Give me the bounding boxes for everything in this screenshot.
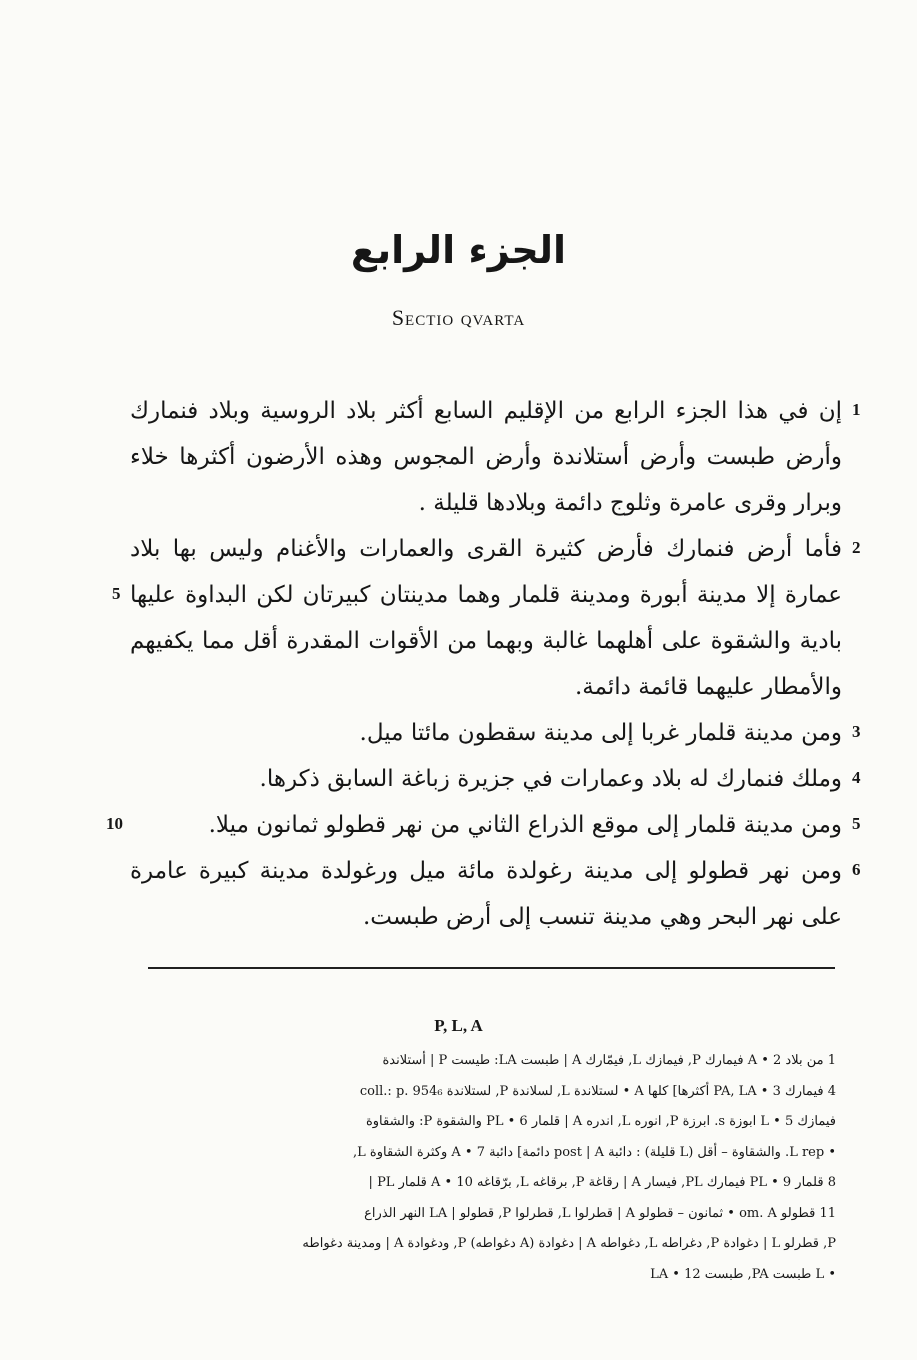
footnote-sigla: P, L, A xyxy=(434,1016,483,1035)
paragraph-number: 2 xyxy=(852,538,861,557)
apparatus-line: فيمازك L • 5 ابوزة s. ابرزة P, انوره L, اندره A | قلمار PL • 6 والشقوة P: والشقاوة xyxy=(365,1114,836,1129)
apparatus-line: 4 فيمارك PA, LA • 3 أكثرها] كلها A • لستلاندة L, لسلاندة P, لستلاندة coll.: p. 954₆ xyxy=(359,1083,836,1099)
line-number: 10 xyxy=(106,814,123,833)
paragraph-number: 3 xyxy=(852,722,861,741)
apparatus-line: • L طبست PA, طبست 12 • LA xyxy=(650,1266,836,1282)
paragraph-number: 6 xyxy=(852,860,861,879)
apparatus-line: 1 من بلاد A • 2 فيمارك P, فيمازك L, فيمّارك A | طبست LA: طيست P | أستلاندة xyxy=(382,1053,836,1068)
paragraph: ومن مدينة قلمار إلى موقع الذراع الثاني من نهر قطولو ثمانون ميلا. xyxy=(208,812,842,838)
apparatus-line: 11 قطولو om. A • ثمانون – قطولو A | قطرلوا L, قطرلوا P, قطولو | LA النهر الذراع xyxy=(364,1205,836,1221)
paragraph: وملك فنمارك له بلاد وعمارات في جزيرة زباغة السابق ذكرها. xyxy=(259,766,842,792)
line-number: 5 xyxy=(112,584,121,603)
critical-apparatus xyxy=(146,1046,836,1290)
paragraph-number: 1 xyxy=(852,400,861,419)
paragraph: ومن مدينة قلمار غربا إلى مدينة سقطون مائتا ميل. xyxy=(359,720,842,746)
section-title-latin: Sectio qvarta xyxy=(391,305,526,330)
main-text xyxy=(130,388,842,940)
apparatus-line: • L rep. والشقاوة – أقل (L قليلة) : دائبة post | A دائمة] دائبة 7 • A وكثرة الشقاوة L, xyxy=(353,1144,836,1160)
paragraph-number: 5 xyxy=(852,814,861,833)
paragraph-number: 4 xyxy=(852,768,861,787)
footnote-divider xyxy=(148,967,835,969)
paragraph: إن في هذا الجزء الرابع من الإقليم السابع أكثر بلاد الروسية وبلاد فنمارك وأرض طبست وأرض أستلاندة وأرض المجوس وهذه الأرضون أكثرها خلاء وبرار وقرى عامرة وثلوج دائمة وبلادها قليلة . xyxy=(130,398,842,516)
section-title-arabic: الجزء الرابع xyxy=(350,228,567,272)
paragraph: فأما أرض فنمارك فأرض كثيرة القرى والعمارات والأغنام وليس بها بلاد عمارة إلا مدينة أبورة ومدينة قلمار وهما مدينتان كبيرتان لكن البداوة عليها بادية والشقوة على أهلهما غالبة وبهما من الأقوات المقدرة أقل مما يكفيهم والأمطار عليهما قائمة دائمة. xyxy=(130,536,842,700)
apparatus-line: 8 قلمار PL • 9 فيمارك PL, فيسار A | رقاغة P, برقاغه L, برّقاغه A • 10 قلمار PL | xyxy=(368,1175,836,1190)
paragraph: ومن نهر قطولو إلى مدينة رغولدة مائة ميل ورغولدة مدينة كبيرة عامرة على نهر البحر وهي مدينة تنسب إلى أرض طبست. xyxy=(130,858,842,930)
apparatus-line: P, قطرلو L | دغوادة P, دغراطه L, دغواطه A | دغوادة (A دغواطه) P, ودغوادة A | ومدينة دغواطه xyxy=(302,1236,836,1251)
